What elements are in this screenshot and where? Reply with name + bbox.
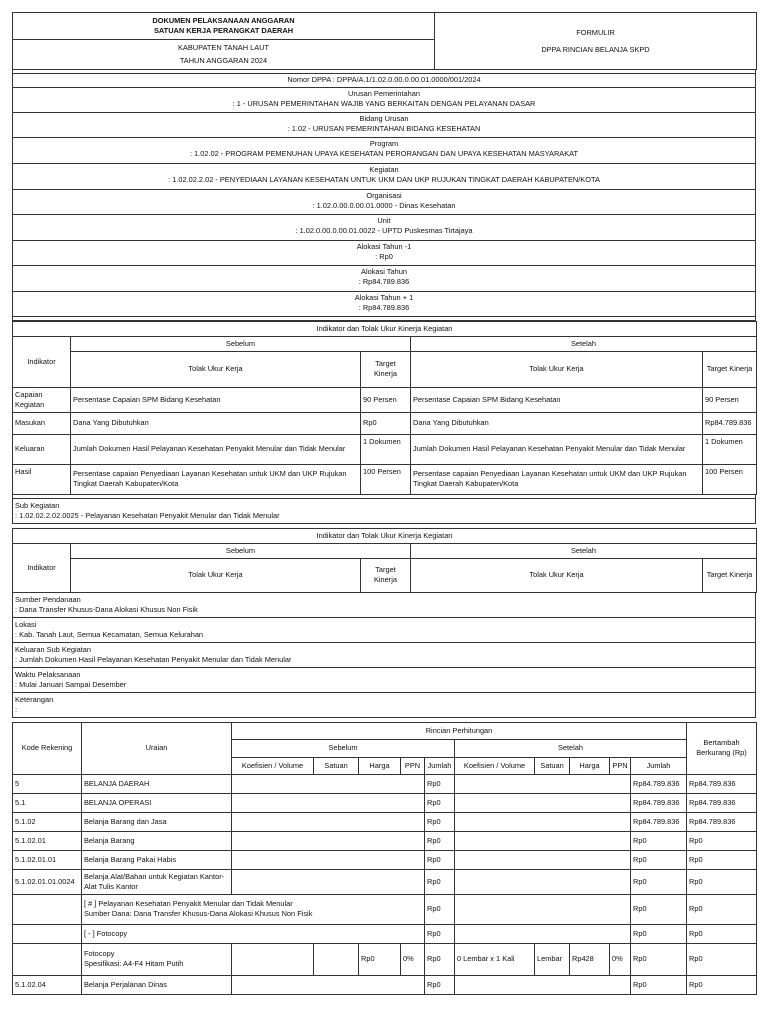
kegiatan-block: Kegiatan : 1.02.02.2.02 - PENYEDIAAN LAYANAN KESEHATAN UNTUK UKM DAN UKP RUJUKAN TINGKAT DAERAH KABUPATEN/KOTA <box>12 164 756 190</box>
col-rincian: Rincian Perhitungan <box>232 722 687 739</box>
col-harga: Harga <box>570 757 610 774</box>
col-tolak-ukur: Tolak Ukur Kerja <box>411 351 703 387</box>
table-row: [ # ] Pelayanan Kesehatan Penyakit Menular dan Tidak Menular Sumber Dana: Dana Transfer Khusus-Dana Alokasi Khusus Non Fisik Rp0 Rp0 Rp0 <box>13 894 757 924</box>
sumber-pendanaan: Sumber Pendanaan : Dana Transfer Khusus-Dana Alokasi Khusus Non Fisik <box>12 593 756 618</box>
table-row: 5.1.02.01.01 Belanja Barang Pakai Habis Rp0 Rp0 Rp0 <box>13 850 757 869</box>
table-row: Fotocopy Spesifikasi: A4-F4 Hitam Putih Rp0 0% Rp0 0 Lembar x 1 Kali Lembar Rp428 0% Rp0 Rp0 <box>13 943 757 975</box>
formulir-cell: FORMULIR DPPA RINCIAN BELANJA SKPD <box>435 13 757 70</box>
program-block: Program : 1.02.02 - PROGRAM PEMENUHAN UPAYA KESEHATAN PERORANGAN DAN UPAYA KESEHATAN MASYARAKAT <box>12 138 756 164</box>
alokasi-plus-block: Alokasi Tahun + 1 : Rp84.789.836 <box>12 292 756 317</box>
col-indikator: Indikator <box>13 336 71 387</box>
col-tolak-ukur: Tolak Ukur Kerja <box>71 558 361 592</box>
item-uraian: Fotocopy Spesifikasi: A4-F4 Hitam Putih <box>82 943 232 975</box>
table-row: 5.1.02.04 Belanja Perjalanan Dinas Rp0 Rp0 Rp0 <box>13 975 757 994</box>
col-indikator: Indikator <box>13 543 71 592</box>
col-satuan: Satuan <box>535 757 570 774</box>
col-satuan: Satuan <box>314 757 359 774</box>
table-row: [ - ] Fotocopy Rp0 Rp0 Rp0 <box>13 924 757 943</box>
region-year: KABUPATEN TANAH LAUT TAHUN ANGGARAN 2024 <box>13 40 435 70</box>
col-target: Target Kinerja <box>703 558 757 592</box>
sub-kegiatan: Sub Kegiatan : 1.02.02.2.02.0025 - Pelayanan Kesehatan Penyakit Menular dan Tidak Menular <box>12 499 756 524</box>
lokasi: Lokasi : Kab. Tanah Laut, Semua Kecamatan, Semua Kelurahan <box>12 618 756 643</box>
urusan-block: Urusan Pemerintahan : 1 - URUSAN PEMERINTAHAN WAJIB YANG BERKAITAN DENGAN PELAYANAN DASAR <box>12 88 756 113</box>
col-tolak-ukur: Tolak Ukur Kerja <box>71 351 361 387</box>
document-title: DOKUMEN PELAKSANAAN ANGGARAN SATUAN KERJA PERANGKAT DAERAH <box>13 13 435 40</box>
col-jumlah: Jumlah <box>425 757 455 774</box>
col-setelah: Setelah <box>411 543 757 558</box>
col-tolak-ukur: Tolak Ukur Kerja <box>411 558 703 592</box>
col-ppn: PPN <box>401 757 425 774</box>
col-uraian: Uraian <box>82 722 232 774</box>
indikator-title: Indikator dan Tolak Ukur Kinerja Kegiatan <box>13 528 757 543</box>
group-label: [ # ] Pelayanan Kesehatan Penyakit Menular dan Tidak Menular Sumber Dana: Dana Transfer Khusus-Dana Alokasi Khusus Non Fisik <box>82 894 425 924</box>
table-row: 5.1.02.01 Belanja Barang Rp0 Rp0 Rp0 <box>13 831 757 850</box>
col-koefisien: Koefisien / Volume <box>455 757 535 774</box>
alokasi-block: Alokasi Tahun : Rp84.789.836 <box>12 266 756 292</box>
keterangan: Keterangan : <box>12 693 756 718</box>
keluaran-sub-kegiatan: Keluaran Sub Kegiatan : Jumlah Dokumen Hasil Pelayanan Kesehatan Penyakit Menular dan Tidak Menular <box>12 643 756 668</box>
indikator-table-1 <box>12 321 757 495</box>
table-row: Capaian Kegiatan Persentase Capaian SPM Bidang Kesehatan 90 Persen Persentase Capaian SPM Bidang Kesehatan 90 Persen <box>13 387 757 412</box>
table-row: Hasil Persentase capaian Penyediaan Layanan Kesehatan untuk UKM dan UKP Rujukan Tingkat Daerah Kabupaten/Kota 100 Persen Persentase capaian Penyediaan Layanan Kesehatan untuk UKM dan UKP Rujukan Tingkat Daerah Kabupaten/Kota 100 Persen <box>13 464 757 494</box>
table-row: 5 BELANJA DAERAH Rp0 Rp84.789.836 Rp84.789.836 <box>13 774 757 793</box>
table-row: 5.1 BELANJA OPERASI Rp0 Rp84.789.836 Rp84.789.836 <box>13 793 757 812</box>
col-target: Target Kinerja <box>703 351 757 387</box>
col-jumlah: Jumlah <box>631 757 687 774</box>
col-bertambah-berkurang: Bertambah Berkurang (Rp) <box>687 722 757 774</box>
col-setelah: Setelah <box>455 739 687 757</box>
col-setelah: Setelah <box>411 336 757 351</box>
col-target: Target Kinerja <box>361 351 411 387</box>
table-row: 5.1.02.01.01.0024 Belanja Alat/Bahan untuk Kegiatan Kantor-Alat Tulis Kantor Rp0 Rp0 Rp0 <box>13 869 757 894</box>
col-sebelum: Sebelum <box>232 739 455 757</box>
col-kode-rekening: Kode Rekening <box>13 722 82 774</box>
document-header <box>12 12 757 70</box>
alokasi-min-block: Alokasi Tahun -1 : Rp0 <box>12 241 756 266</box>
table-row: Masukan Dana Yang Dibutuhkan Rp0 Dana Yang Dibutuhkan Rp84.789.836 <box>13 412 757 434</box>
table-row: 5.1.02 Belanja Barang dan Jasa Rp0 Rp84.789.836 Rp84.789.836 <box>13 812 757 831</box>
col-sebelum: Sebelum <box>71 336 411 351</box>
indikator-table-2 <box>12 528 757 593</box>
table-row: Keluaran Jumlah Dokumen Hasil Pelayanan Kesehatan Penyakit Menular dan Tidak Menular 1 Dokumen Jumlah Dokumen Hasil Pelayanan Kesehatan Penyakit Menular dan Tidak Menular 1 Dokumen <box>13 434 757 464</box>
waktu-pelaksanaan: Waktu Pelaksanaan : Mulai Januari Sampai Desember <box>12 668 756 693</box>
nomor-dppa: Nomor DPPA : DPPA/A.1/1.02.0.00.0.00.01.0000/001/2024 <box>12 74 756 88</box>
indikator-title: Indikator dan Tolak Ukur Kinerja Kegiatan <box>13 322 757 337</box>
col-ppn: PPN <box>610 757 631 774</box>
bidang-block: Bidang Urusan : 1.02 - URUSAN PEMERINTAHAN BIDANG KESEHATAN <box>12 113 756 138</box>
unit-block: Unit : 1.02.0.00.0.00.01.0022 - UPTD Puskesmas Tirtajaya <box>12 215 756 241</box>
col-sebelum: Sebelum <box>71 543 411 558</box>
col-harga: Harga <box>359 757 401 774</box>
col-koefisien: Koefisien / Volume <box>232 757 314 774</box>
dppa-document <box>12 12 756 995</box>
rincian-table <box>12 722 757 995</box>
col-target: Target Kinerja <box>361 558 411 592</box>
organisasi-block: Organisasi : 1.02.0.00.0.00.01.0000 - Dinas Kesehatan <box>12 190 756 215</box>
